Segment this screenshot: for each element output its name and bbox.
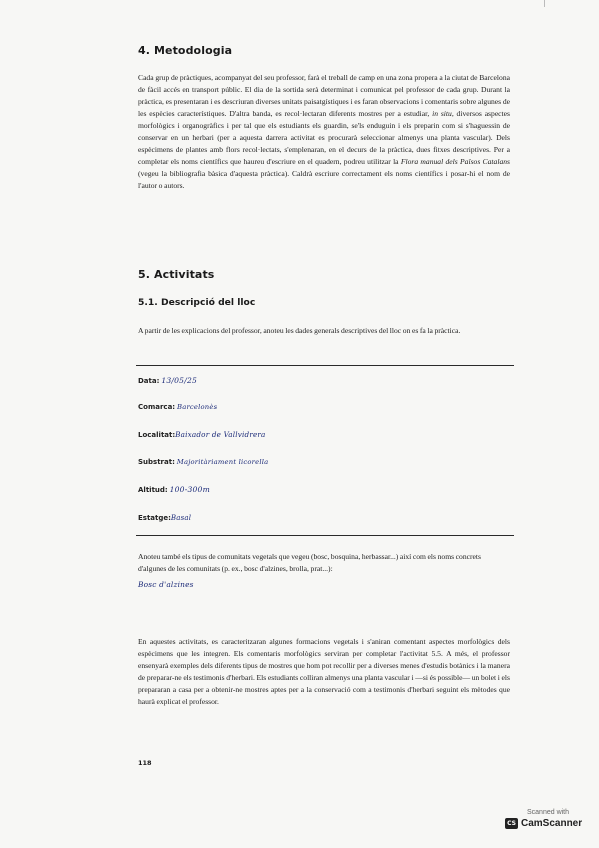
methodology-text-b: , diversos aspectes morfològics i organogràfics i per tal que els estudiants els guardin, se'ls enduguin i els preparin com si s'haguessin de conservar en un herbari (per a aquesta darrera activitat es procurarà seleccionar almenys una planta vascular). Dels espècimens de plantes amb flors recol·lectats, s'emplenaran, en el decurs de la pràctica, dues fitxes descriptives. Per a completar els noms científics que haureu d'escriure en el quadern, podreu utilitzar la (138, 109, 510, 167)
communities-answer[interactable]: Bosc d'alzines (138, 580, 194, 589)
page-number: 118 (138, 759, 152, 767)
field-altitud-label: Altitud: (138, 486, 168, 494)
camscanner-brand (505, 818, 591, 829)
field-estatge-value: Basal (170, 514, 192, 522)
field-comarca-label: Comarca: (138, 403, 176, 411)
field-substrat-value: Majoritàriament licorella (176, 458, 269, 466)
scanned-with-text: Scanned with (526, 809, 570, 816)
camscanner-name: CamScanner (521, 818, 583, 829)
field-comarca-value: Barcelonès (177, 403, 218, 411)
closing-paragraph: En aquestes activitats, es caracteritzaran algunes formacions vegetals i s'aniran comentant aspectes morfològics dels espècimens que les integren. Els comentaris morfològics serviran per completar l'activitat 5.5. A més, el professor ensenyarà exemples dels diferents tipus de mostres que hom pot recollir per a diverses menes d'estudis botànics i la manera de preparar-ne els testimonis d'herbari. Els estudiants colliran almenys una planta vascular i —si és possible— un bolet i els prepararan a casa per a obtenir-ne mostres aptes per a la conservació com a testimonis d'herbari seguint els mètodes que haurà explicat el professor. (138, 637, 510, 707)
methodology-paragraph (138, 72, 510, 192)
field-localitat-value: Baixador de Vallvidrera (175, 430, 266, 439)
scan-edge-mark (544, 0, 545, 7)
field-data-label: Data: (138, 377, 160, 385)
site-description-intro: A partir de les explicacions del professor, anoteu les dades generals descriptives del lloc on es fa la pràctica. (138, 326, 461, 335)
field-substrat[interactable] (138, 457, 268, 466)
methodology-text-a: Cada grup de pràctiques, acompanyat del seu professor, farà el treball de camp en una zona propera a la ciutat de Barcelona de fàcil accés en transport públic. El dia de la sortida serà determinat i comunicat pel professor de cada grup. Durant la pràctica, es presentaran i es descriuran diverses unitats paisatgístiques i es faran observacions i comentaris sobre algunes de les espècies característiques. D'altra banda, es recol·lectaran diferents mostres per a estudiar, (138, 73, 510, 119)
field-estatge[interactable] (138, 513, 191, 522)
field-localitat[interactable] (138, 430, 266, 439)
field-localitat-label: Localitat: (138, 431, 176, 439)
field-altitud[interactable] (138, 485, 210, 494)
field-substrat-label: Substrat: (138, 458, 175, 466)
methodology-italic-flora: Flora manual dels Països Catalans (400, 157, 510, 167)
field-altitud-value: 100-300m (169, 485, 210, 494)
camscanner-logo-icon: CS (505, 818, 518, 829)
form-top-rule (136, 365, 514, 366)
section-5-1-heading: 5.1. Descripció del lloc (138, 297, 256, 308)
methodology-italic-in-situ: in situ (432, 109, 452, 119)
methodology-text-c: (vegeu la bibliografia bàsica d'aquesta pràctica). Caldrà escriure correctament els noms científics i posar-hi el nom de l'autor o autors. (138, 169, 510, 191)
field-comarca[interactable] (138, 402, 217, 411)
camscanner-watermark (505, 809, 591, 829)
field-data[interactable] (138, 376, 197, 385)
communities-question: Anoteu també els tipus de comunitats vegetals que vegeu (bosc, bosquina, herbassar...) així com els noms concrets d'algunes de les comunitats (p. ex., bosc d'alzines, brolla, prat...): (138, 552, 481, 574)
field-data-value: 13/05/25 (161, 376, 198, 385)
section-5-heading: 5. Activitats (138, 268, 215, 281)
form-bottom-rule (136, 535, 514, 536)
section-4-heading: 4. Metodologia (138, 44, 233, 57)
field-estatge-label: Estatge: (138, 514, 171, 522)
